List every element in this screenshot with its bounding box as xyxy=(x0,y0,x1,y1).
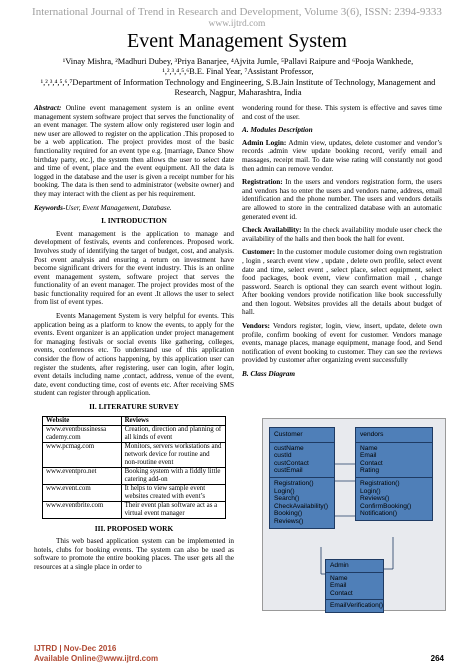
paper-title: Event Management System xyxy=(127,30,347,52)
availability-text: In the check availability module user check the availability of the halls and then book the hall for event. xyxy=(242,226,442,243)
vendors-method: Reviews() xyxy=(360,495,390,503)
literature-heading: II. LITERATURE SURVEY xyxy=(89,402,179,411)
vendors-attributes xyxy=(356,443,432,478)
vendors-method: Notification() xyxy=(360,510,398,518)
customer-attribute: custName xyxy=(274,444,304,452)
admin-attribute: Email xyxy=(330,582,347,590)
table-header-row xyxy=(43,416,226,425)
author-block xyxy=(32,57,444,99)
admin-login-paragraph xyxy=(242,139,442,173)
vendors-class-title: vendors xyxy=(356,428,432,443)
right-column xyxy=(242,104,442,383)
vendors-methods xyxy=(356,478,432,520)
proposed-paragraph: This web based application system can be implemented in hotels, clubs for booking events. The system can also be used as software to promote the entire booking places. The user gets all the resources at a single place in order to xyxy=(34,537,234,571)
customer-class-box xyxy=(269,427,335,529)
table-cell-review: It helps to view sample event websites created with event’s xyxy=(121,484,225,501)
customer-class-title: Customer xyxy=(270,428,334,443)
customer-label: Customer: xyxy=(242,248,276,257)
customer-paragraph xyxy=(242,248,442,317)
admin-attribute: Contact xyxy=(330,589,353,597)
customer-method: Registration() xyxy=(274,479,314,487)
table-row xyxy=(43,442,226,467)
continued-paragraph: wondering round for these. This system is effective and saves time and cost of the user. xyxy=(242,104,442,121)
table-cell-review: Booking system with a fiddly little catering add-on xyxy=(121,467,225,484)
admin-methods xyxy=(326,600,383,612)
customer-method: Booking() xyxy=(274,510,303,518)
admin-method: EmailVerification() xyxy=(330,602,384,610)
author-roles: ¹,²,³,⁴,⁵,⁶B.E. Final Year, ⁷Assistant Professor, xyxy=(162,67,314,77)
table-cell-website: www.pcmag.com xyxy=(43,442,122,467)
intro-paragraph-1: Event management is the application to manage and development of festivals, events and conferences. Proposed work. Involves study of identifying the target of budget, cost, and analysis. Post event analysis and ensuring a return on investment have become significant drivers for the event industry. This is an online event management system, software project that serves the functionality of an event manager. The project provides most of the basic functionality required for an event .It allows the user to select from list of event types. xyxy=(34,229,234,307)
admin-login-label: Admin Login: xyxy=(242,138,287,147)
table-cell-website: www.event.com xyxy=(43,484,122,501)
table-row xyxy=(43,425,226,442)
registration-label: Registration: xyxy=(242,178,283,187)
customer-attribute: custContact xyxy=(274,459,309,467)
intro-paragraph-2: Events Management System is very helpful for events. This application being as a platform to know the events, to apply for the events. Event organizer is an application under project management for managing festivals or social events like gathering, colleges, events, conferences etc. To understand use of this application consider the flow of actions happening, by this application user can register the students, after registering, user can login, after login, event details including name ,contact, address, venue of the event, date, event conducting time, cost of events etc. After receiving SMS student can register through application. xyxy=(34,312,234,398)
availability-label: Check Availability: xyxy=(242,226,302,235)
page-number: 264 xyxy=(430,654,444,663)
class-diagram xyxy=(262,418,446,611)
modules-heading: A. Modules Description xyxy=(242,126,313,135)
vendors-method: Registration() xyxy=(360,479,400,487)
customer-method: Reviews() xyxy=(274,517,304,525)
vendors-label: Vendors: xyxy=(242,322,270,331)
author-names: ¹Vinay Mishra, ²Madhuri Dubey, ³Priya Banarjee, ⁴Ajvita Jumle, ⁵Pallavi Raipure and ⁶Pooja Wankhede, xyxy=(62,57,414,66)
vendors-paragraph xyxy=(242,322,442,365)
author-affiliation: ¹,²,³,⁴,⁵,⁶,⁷Department of Information Technology and Engineering, S.B.Jain Institute of Technology, Management and xyxy=(40,77,436,87)
journal-url: www.ijtrd.com xyxy=(208,19,266,29)
table-cell-website: www.eventbrite.com xyxy=(43,501,122,518)
class-diagram-heading: B. Class Diagram xyxy=(242,370,295,379)
table-header-reviews: Reviews xyxy=(121,416,225,425)
admin-class-box xyxy=(325,559,384,613)
footer-issue: IJTRD | Nov-Dec 2016 xyxy=(34,644,117,653)
vendors-attribute: Email xyxy=(360,452,377,460)
vendors-method: Login() xyxy=(360,487,381,495)
abstract-text: Online event management system is an online event management system software project that serves the functionality of an event manager. The system allow only registered user login and new user are allowed to register on the application .This proposed to be a web application. The project provides most of the basic functionality required for an event type e.g. [marriage, Dance Show birthday party, etc.], the system then allows the user to select date and time of event, place and the event equipment. All the data is logged in the database and the user is given a receipt number for his booking. The data is then send to administrator (website owner) and they may interact with the client as per his requirement. xyxy=(34,104,234,198)
table-row xyxy=(43,467,226,484)
footer-journal xyxy=(34,644,444,653)
admin-login-text: Admin view, updates, delete customer and vendor’s records .admin view update booking record, verify email and massages, receipt mail. To date wise rating will constantly not good then admin can remove vendor. xyxy=(242,138,442,173)
table-cell-website: www.eventpro.net xyxy=(43,467,122,484)
vendors-class-box xyxy=(355,427,433,521)
keywords xyxy=(34,204,234,213)
admin-attributes xyxy=(326,573,383,601)
table-cell-website: www.eventbussinessa cademy.com xyxy=(43,425,122,442)
table-row xyxy=(43,501,226,518)
admin-class-title: Admin xyxy=(326,560,383,573)
proposed-heading: III. PROPOSED WORK xyxy=(94,523,174,533)
journal-header: International Journal of Trend in Research and Development, Volume 3(6), ISSN: 2394-9333 xyxy=(32,6,442,18)
author-location: Research, Nagpur, Maharashtra, India xyxy=(174,88,302,98)
table-cell-review: Monitors, servers workstations and network device for routine and non-routine event xyxy=(121,442,225,467)
footer-availability xyxy=(34,654,444,663)
customer-method: Search() xyxy=(274,495,300,503)
literature-table xyxy=(42,416,226,519)
customer-attribute: custId xyxy=(274,452,292,460)
abstract xyxy=(34,104,234,199)
vendors-attribute: Contact xyxy=(360,459,383,467)
customer-method: CheckAvailability() xyxy=(274,502,329,510)
table-cell-review: Creation, direction and planning of all kinds of event xyxy=(121,425,225,442)
vendors-text: Vendors register, login, view, insert, update, delete own profile, confirm booking of event for customer. Vendors manage events, manage places, manage equipment, manage food, and Send notification of event booking to customer. They can see the reviews provided by customer after organizing event successfully xyxy=(242,322,442,365)
abstract-label: Abstract: xyxy=(34,104,62,112)
table-header-website: Website xyxy=(43,416,122,425)
customer-methods xyxy=(270,478,334,528)
customer-attribute: custEmail xyxy=(274,467,303,475)
customer-method: Login() xyxy=(274,487,295,495)
customer-attributes xyxy=(270,443,334,478)
admin-attribute: Name xyxy=(330,574,348,582)
customer-text: In the customer module customer doing own registration , login , search event view , update , delete own profile, select event date and time, select event , select place, select equipment, select food packages, book event, view confirmation mail , change password. Search is optional they can search event without login. After booking vendors provide notification like book successfully and then logout. Websites provides all the details about budget of hall. xyxy=(242,248,442,317)
table-cell-review: Their event plan software act as a virtual event manager xyxy=(121,501,225,518)
footer-url: Available Online@www.ijtrd.com xyxy=(34,654,159,663)
vendors-attribute: Name xyxy=(360,444,378,452)
left-column xyxy=(34,104,234,577)
registration-text: In the users and vendors registration form, the users and vendors has to enter the users and vendors name, address, email identification and the phone number. The users and vendors details are allowed to store in the centralized database with an automatic generated event id. xyxy=(242,178,442,221)
availability-paragraph xyxy=(242,226,442,243)
keywords-label: Keywords- xyxy=(34,203,66,212)
keywords-text: User, Event Management, Database. xyxy=(65,203,172,212)
vendors-method: ConfirmBooking() xyxy=(360,502,412,510)
table-row xyxy=(43,484,226,501)
vendors-attribute: Rating xyxy=(360,467,380,475)
registration-paragraph xyxy=(242,178,442,221)
intro-heading: I. INTRODUCTION xyxy=(101,216,167,226)
